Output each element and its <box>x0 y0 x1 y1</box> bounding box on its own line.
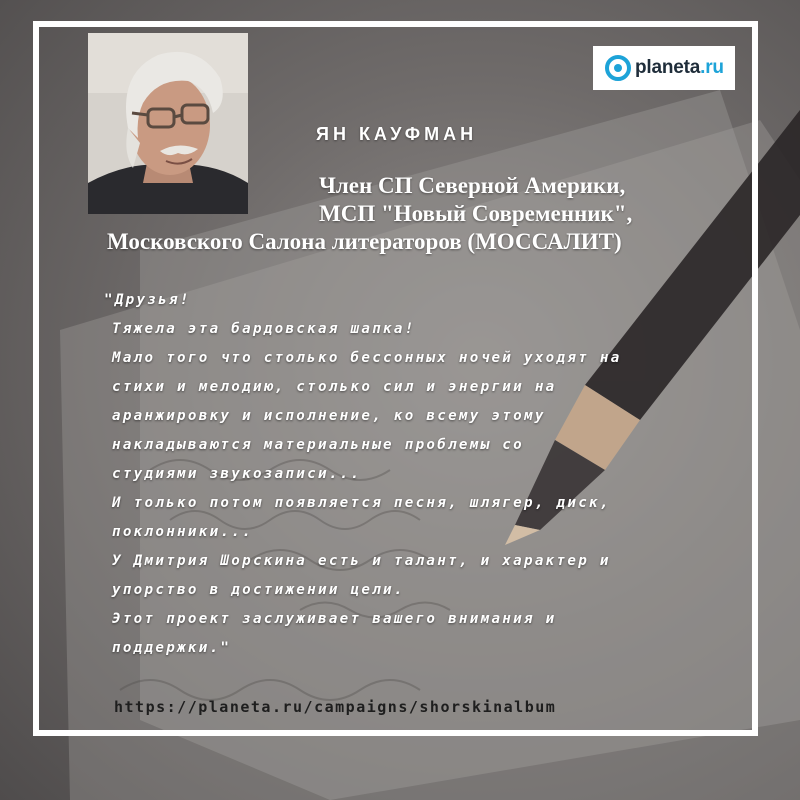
quote-line: Этот проект заслуживает вашего внимания и <box>112 611 557 627</box>
planeta-circle-icon <box>605 55 631 81</box>
quote-line: Мало того что столько бессонных ночей уходят на <box>112 350 622 366</box>
quote-line: аранжировку и исполнение, ко всему этому <box>112 408 546 424</box>
quote-line: поклонники... <box>112 524 253 540</box>
quote-line: упорство в достижении цели. <box>112 582 405 598</box>
planeta-logo[interactable] <box>593 46 735 90</box>
quote-line: поддержки." <box>112 640 232 656</box>
quote-line: накладываются материальные проблемы со <box>112 437 524 453</box>
affiliation-line: Московского Салона литераторов (МОССАЛИТ) <box>107 229 622 254</box>
campaign-url[interactable]: https://planeta.ru/campaigns/shorskinalbum <box>114 698 557 716</box>
affiliation-line: МСП "Новый Современник", <box>319 201 633 226</box>
quote-line: "Друзья! <box>104 292 191 308</box>
quote-line: стихи и мелодию, столько сил и энергии на <box>112 379 557 395</box>
quote-line: Тяжела эта бардовская шапка! <box>112 321 416 337</box>
quote-line: У Дмитрия Шорскина есть и талант, и характер и <box>112 553 611 569</box>
quote-line: И только потом появляется песня, шлягер, диск, <box>112 495 611 511</box>
planeta-logo-text: planeta.ru <box>635 57 724 78</box>
author-portrait <box>88 33 248 214</box>
author-name: ЯН КАУФМАН <box>316 124 478 144</box>
quote-line: студиями звукозаписи... <box>112 466 362 482</box>
affiliation-line: Член СП Северной Америки, <box>319 173 626 198</box>
